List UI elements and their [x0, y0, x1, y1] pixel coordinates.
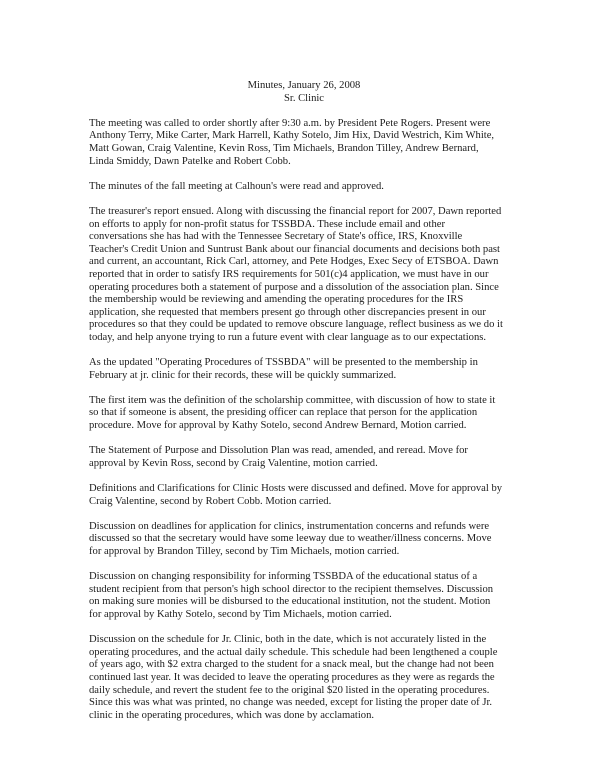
document-page: [89, 80, 519, 735]
paragraph-scholarship-committee: [89, 395, 519, 433]
paragraph-deadlines: [89, 521, 519, 559]
text-line: student recipient from that person's high school director to the recipient themselves. Discussion: [89, 583, 494, 595]
document-title: Minutes, January 26, 2008: [247, 80, 361, 91]
paragraph-statement-of-purpose: [89, 445, 519, 470]
text-line: procedures so that they could be updated to remove obscure language, reflect business as we do it: [89, 319, 503, 331]
text-line: continued last year. It was decided to leave the operating procedures as they were as regards the: [89, 671, 495, 683]
text-line: Teacher's Credit Union and Suntrust Bank about our financial documents and decisions both past: [89, 243, 500, 255]
document-header: [89, 80, 519, 105]
text-line: The minutes of the fall meeting at Calhoun's were read and approved.: [89, 180, 384, 192]
text-line: so that if someone is absent, the presiding officer can replace that person for the application: [89, 407, 478, 419]
text-line: of years ago, with $2 extra charged to the student for a snack meal, but the change had not been: [89, 659, 494, 671]
text-line: procedure. Move for approval by Kathy Sotelo, second Andrew Bernard, Motion carried.: [89, 420, 467, 432]
paragraph-operating-procedures: [89, 357, 519, 382]
paragraph-clinic-hosts: [89, 483, 519, 508]
text-line: reported that in order to satisfy IRS requirements for 501(c)4 application, we must have in our: [89, 268, 489, 280]
text-line: Discussion on changing responsibility for informing TSSBDA of the educational status of a: [89, 571, 478, 583]
text-line: today, and help anyone trying to run a future event with clear language as to our expectations.: [89, 331, 487, 343]
document-subtitle: Sr. Clinic: [283, 92, 325, 104]
text-line: operating procedures both a statement of purpose and a dissolution of the association plan. Since: [89, 281, 499, 293]
text-line: Discussion on deadlines for application for clinics, instrumentation concerns and refunds were: [89, 520, 490, 532]
text-line: Since this was what was printed, no change was needed, except for listing the proper date of Jr.: [89, 697, 493, 709]
text-line: application, she requested that members present go through other discrepancies present in our: [89, 306, 486, 318]
paragraph-minutes-approved: [89, 181, 519, 194]
text-line: on efforts to apply for non-profit status for TSSBDA. These include email and other: [89, 218, 446, 230]
text-line: clinic in the operating procedures, which was done by acclamation.: [89, 709, 375, 721]
text-line: Matt Gowan, Craig Valentine, Kevin Ross, Tim Michaels, Brandon Tilley, Andrew Bernard,: [89, 142, 479, 154]
text-line: operating procedures, and the actual daily schedule. This schedule had been lengthened a couple: [89, 646, 498, 658]
text-line: The treasurer's report ensued. Along with discussing the financial report for 2007, Dawn reported: [89, 205, 502, 217]
paragraph-educational-status: [89, 571, 519, 621]
text-line: February at jr. clinic for their records, these will be quickly summarized.: [89, 369, 397, 381]
text-line: Craig Valentine, second by Robert Cobb. Motion carried.: [89, 495, 332, 507]
text-line: The first item was the definition of the scholarship committee, with discussion of how to state it: [89, 394, 496, 406]
text-line: the membership would be reviewing and amending the operating procedures for the IRS: [89, 294, 464, 306]
text-line: on making sure monies will be disbursed to the educational institution, not the student. Motion: [89, 596, 491, 608]
text-line: for approval by Brandon Tilley, second by Tim Michaels, motion carried.: [89, 545, 400, 557]
text-line: The Statement of Purpose and Dissolution Plan was read, amended, and reread. Move for: [89, 445, 468, 457]
paragraph-call-to-order: [89, 118, 519, 168]
text-line: Definitions and Clarifications for Clinic Hosts were discussed and defined. Move for approval by: [89, 483, 503, 494]
text-line: Discussion on the schedule for Jr. Clinic, both in the date, which is not accurately listed in the: [89, 634, 487, 646]
paragraph-treasurer-report: [89, 206, 519, 345]
text-line: Linda Smiddy, Dawn Patelke and Robert Cobb.: [89, 155, 291, 167]
text-line: and current, an accountant, Rick Carl, attorney, and Pete Hodges, Exec Secy of ETSBOA. Dawn: [89, 256, 499, 268]
text-line: As the updated "Operating Procedures of TSSBDA" will be presented to the membership in: [89, 357, 478, 369]
text-line: for approval by Kathy Sotelo, second by Tim Michaels, motion carried.: [89, 608, 392, 620]
text-line: Anthony Terry, Mike Carter, Mark Harrell, Kathy Sotelo, Jim Hix, David Westrich, Kim White,: [89, 130, 495, 142]
text-line: approval by Kevin Ross, second by Craig Valentine, motion carried.: [89, 457, 378, 469]
text-line: daily schedule, and revert the student fee to the original $20 listed in the operating procedures.: [89, 684, 490, 696]
text-line: The meeting was called to order shortly after 9:30 a.m. by President Pete Rogers. Present were: [89, 117, 491, 129]
text-line: conversations she has had with the Tennessee Secretary of State's office, IRS, Knoxville: [89, 231, 463, 243]
text-line: discussed so that the secretary would have some leeway due to weather/illness concerns. Move: [89, 533, 492, 545]
paragraph-jr-clinic-schedule: [89, 634, 519, 722]
